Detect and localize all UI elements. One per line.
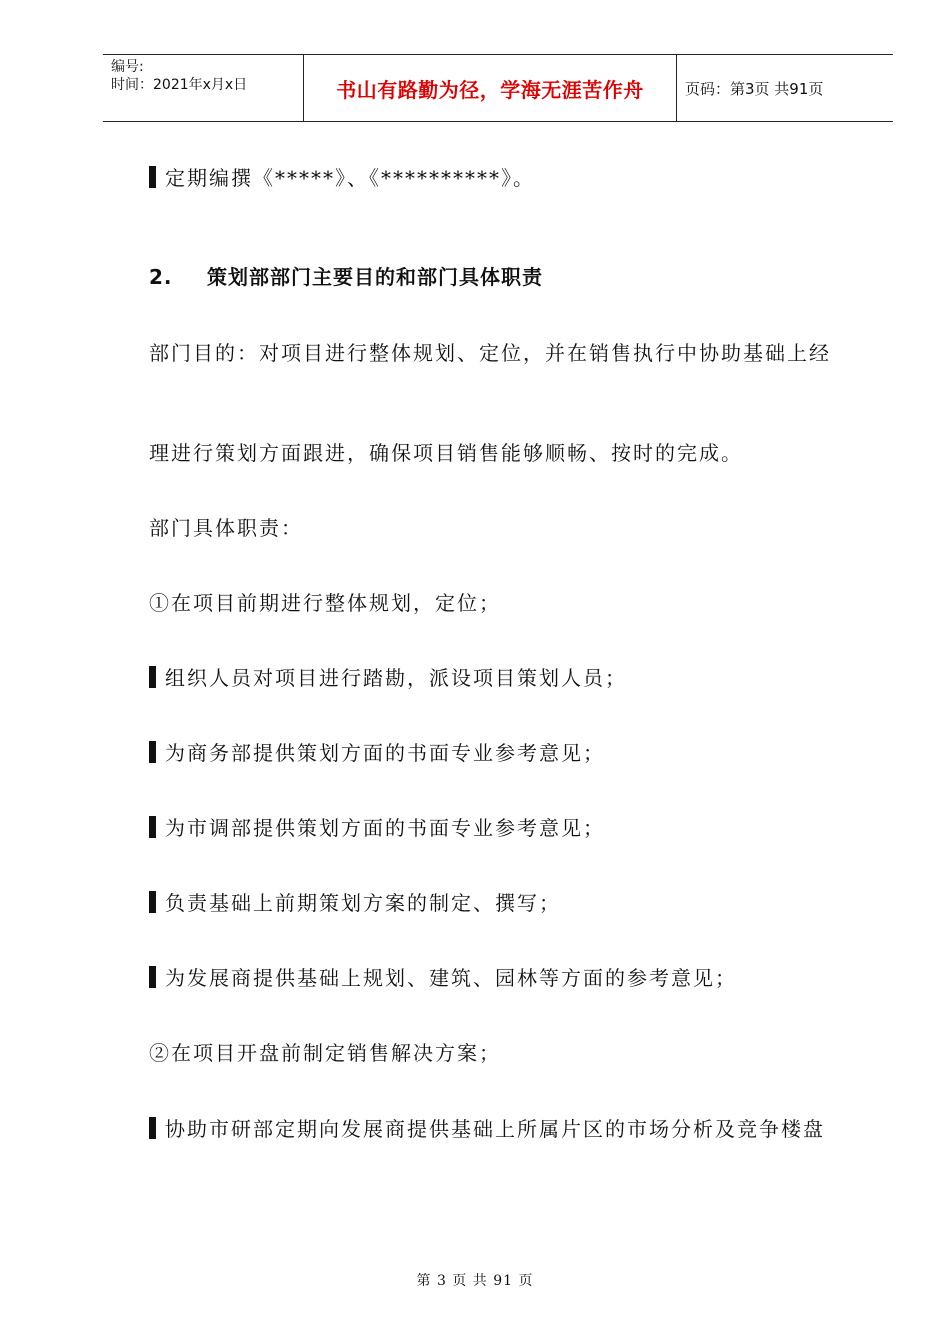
bullet-bar-icon bbox=[149, 966, 156, 988]
code-label: 编号: bbox=[111, 59, 144, 75]
bullet-bar-icon bbox=[149, 891, 156, 913]
bullet-line bbox=[149, 165, 535, 191]
page-header bbox=[103, 54, 893, 122]
bullet-text: 组织人员对项目进行踏勘，派设项目策划人员； bbox=[165, 666, 627, 690]
bullet-text: 定期编撰《*****》、《**********》。 bbox=[165, 166, 535, 190]
duties-label: 部门具体职责： bbox=[149, 516, 303, 540]
header-motto: 书山有路勤为径，学海无涯苦作舟 bbox=[304, 55, 677, 121]
bullet-line bbox=[149, 815, 605, 841]
bullet-text: 为市调部提供策划方面的书面专业参考意见； bbox=[165, 816, 605, 840]
bullet-line bbox=[149, 1116, 825, 1142]
date-line: 时间：2021年x月x日 bbox=[111, 77, 248, 93]
bullet-text: 为商务部提供策划方面的书面专业参考意见； bbox=[165, 741, 605, 765]
purpose-line-2: 理进行策划方面跟进，确保项目销售能够顺畅、按时的完成。 bbox=[149, 441, 743, 465]
section-title: 策划部部门主要目的和部门具体职责 bbox=[207, 265, 543, 289]
numbered-item-2: ②在项目开盘前制定销售解决方案； bbox=[149, 1041, 501, 1065]
bullet-line bbox=[149, 890, 561, 916]
page-footer: 第 3 页 共 91 页 bbox=[416, 1273, 534, 1289]
bullet-text: 协助市研部定期向发展商提供基础上所属片区的市场分析及竞争楼盘 bbox=[165, 1117, 825, 1141]
bullet-line bbox=[149, 665, 627, 691]
numbered-item-1: ①在项目前期进行整体规划，定位； bbox=[149, 591, 501, 615]
section-heading bbox=[149, 264, 543, 290]
bullet-text: 为发展商提供基础上规划、建筑、园林等方面的参考意见； bbox=[165, 966, 737, 990]
bullet-text: 负责基础上前期策划方案的制定、撰写； bbox=[165, 891, 561, 915]
section-number: 2. bbox=[149, 265, 173, 289]
bullet-bar-icon bbox=[149, 166, 156, 188]
bullet-bar-icon bbox=[149, 666, 156, 688]
bullet-line bbox=[149, 965, 737, 991]
bullet-bar-icon bbox=[149, 816, 156, 838]
header-meta bbox=[103, 55, 304, 121]
purpose-line-1: 部门目的：对项目进行整体规划、定位，并在销售执行中协助基础上经 bbox=[149, 341, 831, 365]
header-page-info: 页码：第3页 共91页 bbox=[685, 79, 824, 98]
bullet-bar-icon bbox=[149, 741, 156, 763]
bullet-bar-icon bbox=[149, 1117, 156, 1139]
bullet-line bbox=[149, 740, 605, 766]
